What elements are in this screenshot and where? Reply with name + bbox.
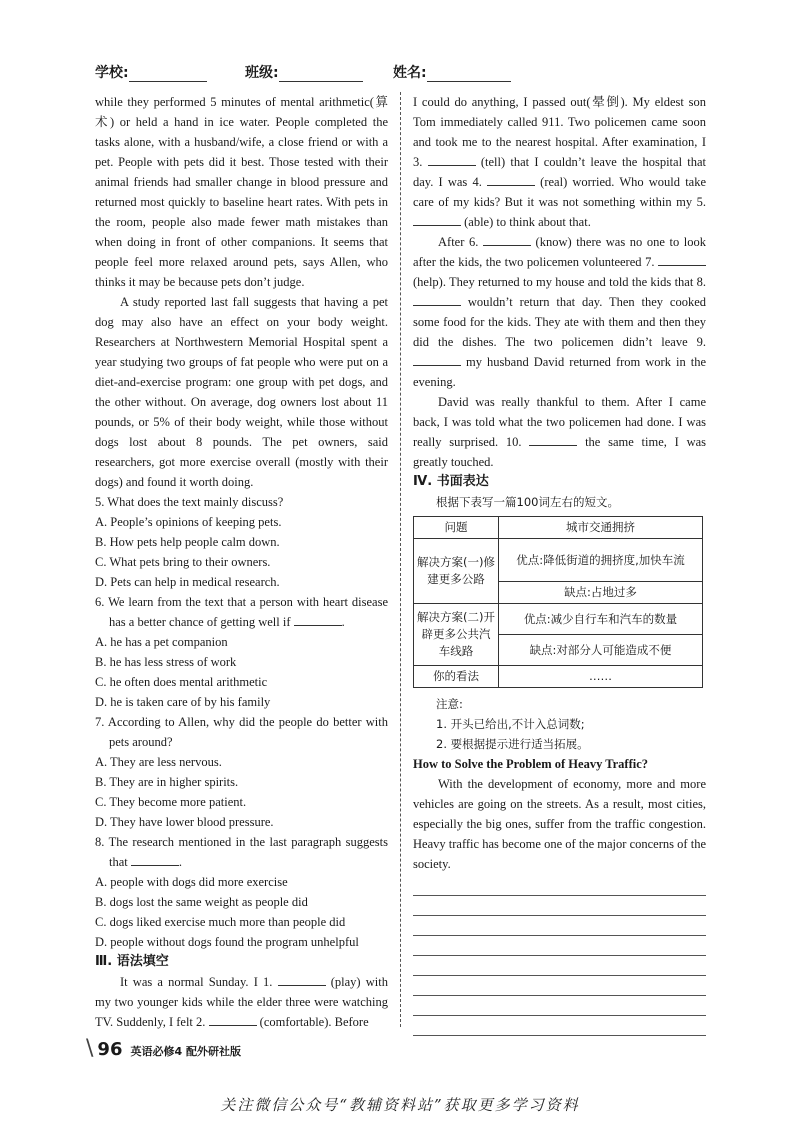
cloze-blank-6[interactable] — [483, 232, 531, 246]
question-stem: 7. According to Allen, why did the people do better with pets around? — [95, 715, 388, 749]
option-b[interactable]: B. How pets help people calm down. — [95, 535, 280, 549]
option-c[interactable]: C. dogs liked exercise much more than people did — [95, 915, 346, 929]
option-b[interactable]: B. They are in higher spirits. — [95, 775, 239, 789]
question-stem-end: . — [178, 855, 182, 869]
cloze-blank-3[interactable] — [428, 152, 476, 166]
writing-line[interactable] — [413, 876, 706, 896]
school-label: 学校: — [95, 65, 129, 81]
cloze-blank-9[interactable] — [413, 352, 461, 366]
your-view-label: 你的看法 — [414, 666, 499, 688]
writing-line[interactable] — [413, 956, 706, 976]
solution-2-con: 缺点:对部分人可能造成不便 — [499, 635, 703, 666]
solution-2: 解决方案(二)开辟更多公共汽车线路 — [414, 604, 499, 666]
writing-lines[interactable] — [413, 876, 706, 1036]
writing-line[interactable] — [413, 1016, 706, 1036]
column-divider — [400, 92, 401, 1027]
option-d[interactable]: D. people without dogs found the program unhelpful — [95, 935, 359, 949]
note-1: 1. 开头已给出,不计入总词数; — [436, 717, 585, 731]
option-a[interactable]: A. he has a pet companion — [95, 635, 228, 649]
writing-line[interactable] — [413, 916, 706, 936]
table-header-problem: 问题 — [414, 517, 499, 539]
cloze-paragraph-1-cont: I could do anything, I passed out(晕倒). My eldest son Tom immediately called 911. Two policemen came soon and took me to the nearest hospital. After examination, I 3. (tell) that I couldn’t leave the hospital that day. I was 4. (real) worried. Who would take care of my kids? But it was not something within my 5. (able) to think about that. — [413, 95, 707, 229]
essay-title: How to Solve the Problem of Heavy Traffic? — [413, 757, 649, 771]
solution-1-pro: 优点:降低街道的拥挤度,加快车流 — [499, 539, 703, 582]
page-number: 96 — [97, 1039, 123, 1060]
cloze-paragraph-3: David was really thankful to them. After I came back, I was told what the two policemen had done. I was really surprised. 10. the same time, I was greatly touched. — [413, 395, 707, 469]
question-5 — [95, 492, 388, 592]
your-view-value: …… — [499, 666, 703, 688]
solution-1-con: 缺点:占地过多 — [499, 582, 703, 604]
cloze-blank-4[interactable] — [487, 172, 535, 186]
option-d[interactable]: D. he is taken care of by his family — [95, 695, 271, 709]
answer-blank[interactable] — [294, 612, 342, 626]
name-label: 姓名: — [393, 65, 427, 81]
question-8 — [95, 832, 388, 952]
writing-line[interactable] — [413, 896, 706, 916]
passage-paragraph-2: A study reported last fall suggests that having a pet dog may also have an effect on your body weight. Researchers at Northwestern Memorial Hospital spent a year studying two groups of fat people who were put on a diet-and-exercise program: one group with pet dogs, and the other without. On average, dog owners lost about 11 pounds, or 5% of their body weight, while those without dogs lost about 8 pounds. The pet owners, said researchers, got more exercise overall (mostly with their dogs) and found it worth doing. — [95, 295, 388, 489]
section-4-heading: Ⅳ. 书面表达 — [413, 474, 489, 489]
name-field[interactable] — [393, 62, 511, 82]
cloze-blank-5[interactable] — [413, 212, 461, 226]
option-d[interactable]: D. They have lower blood pressure. — [95, 815, 274, 829]
class-label: 班级: — [245, 65, 279, 81]
solution-2-pro: 优点:减少自行车和汽车的数量 — [499, 604, 703, 635]
right-column — [413, 92, 706, 1036]
promo-footer: 关注微信公众号“教辅资料站”获取更多学习资料 — [220, 1096, 580, 1114]
cloze-blank-2[interactable] — [209, 1012, 257, 1026]
question-stem: 8. The research mentioned in the last paragraph suggests that — [95, 835, 388, 869]
notes-title: 注意: — [436, 697, 463, 711]
passage-paragraph-1: while they performed 5 minutes of mental arithmetic(算术) or held a hand in ice water. People completed the tasks alone, with a husband/wife, a close friend or with a pet. People with pets did it best. Those tested with their animal friends had smaller change in blood pressure and returned most quickly to baseline heart rates. With pets in the room, people also made fewer math mistakes than when doing in front of other companions. It seems that people feel more relaxed around pets, says Allen, who thinks it may be because pets don’t judge. — [95, 95, 388, 289]
school-field[interactable] — [95, 62, 207, 82]
writing-instruction: 根据下表写一篇100词左右的短文。 — [436, 495, 619, 509]
cloze-paragraph-1: It was a normal Sunday. I 1. (play) with my two younger kids while the elder three were watching TV. Suddenly, I felt 2. (comfortable). Before — [95, 972, 388, 1032]
option-d[interactable]: D. Pets can help in medical research. — [95, 575, 280, 589]
section-3-heading: Ⅲ. 语法填空 — [95, 954, 169, 969]
slash-mark: \ — [86, 1036, 94, 1061]
writing-line[interactable] — [413, 936, 706, 956]
option-c[interactable]: C. They become more patient. — [95, 795, 247, 809]
page-footer — [86, 1036, 241, 1061]
option-a[interactable]: A. People’s opinions of keeping pets. — [95, 515, 282, 529]
solution-1: 解决方案(一)修建更多公路 — [414, 539, 499, 604]
option-a[interactable]: A. They are less nervous. — [95, 755, 222, 769]
table-header-topic: 城市交通拥挤 — [499, 517, 703, 539]
cloze-paragraph-2: After 6. (know) there was no one to look after the kids, the two policemen volunteered 7. (help). They returned to my house and told the kids that 8. wouldn’t return that day. Then they cooked some food for the kids. They ate with them and then they did the dishes. The two policemen didn’t leave 9. my husband David returned from work in the evening. — [413, 232, 706, 392]
answer-blank[interactable] — [131, 852, 179, 866]
writing-prompt-table — [413, 516, 703, 688]
cloze-blank-8[interactable] — [413, 292, 461, 306]
option-c[interactable]: C. What pets bring to their owners. — [95, 555, 271, 569]
question-stem-end: . — [341, 615, 345, 629]
writing-line[interactable] — [413, 996, 706, 1016]
writing-line[interactable] — [413, 976, 706, 996]
option-b[interactable]: B. he has less stress of work — [95, 655, 237, 669]
question-stem: 5. What does the text mainly discuss? — [95, 495, 284, 509]
book-title: 英语必修4 配外研社版 — [130, 1045, 241, 1058]
cloze-blank-10[interactable] — [529, 432, 577, 446]
cloze-blank-7[interactable] — [658, 252, 706, 266]
essay-opening: With the development of economy, more and more vehicles are going on the streets. As a result, most cities, especially the big ones, suffer from the traffic congestion. Heavy traffic has become one of the major concerns of the society. — [413, 777, 706, 871]
note-2: 2. 要根据提示进行适当拓展。 — [436, 737, 589, 751]
question-7 — [95, 712, 388, 832]
option-c[interactable]: C. he often does mental arithmetic — [95, 675, 268, 689]
class-field[interactable] — [245, 62, 363, 82]
question-stem: 6. We learn from the text that a person with heart disease has a better chance of getting well if — [95, 595, 388, 629]
option-a[interactable]: A. people with dogs did more exercise — [95, 875, 288, 889]
question-6 — [95, 592, 388, 712]
left-column — [95, 92, 388, 1032]
student-info-header — [95, 62, 705, 84]
cloze-blank-1[interactable] — [278, 972, 326, 986]
option-b[interactable]: B. dogs lost the same weight as people did — [95, 895, 308, 909]
